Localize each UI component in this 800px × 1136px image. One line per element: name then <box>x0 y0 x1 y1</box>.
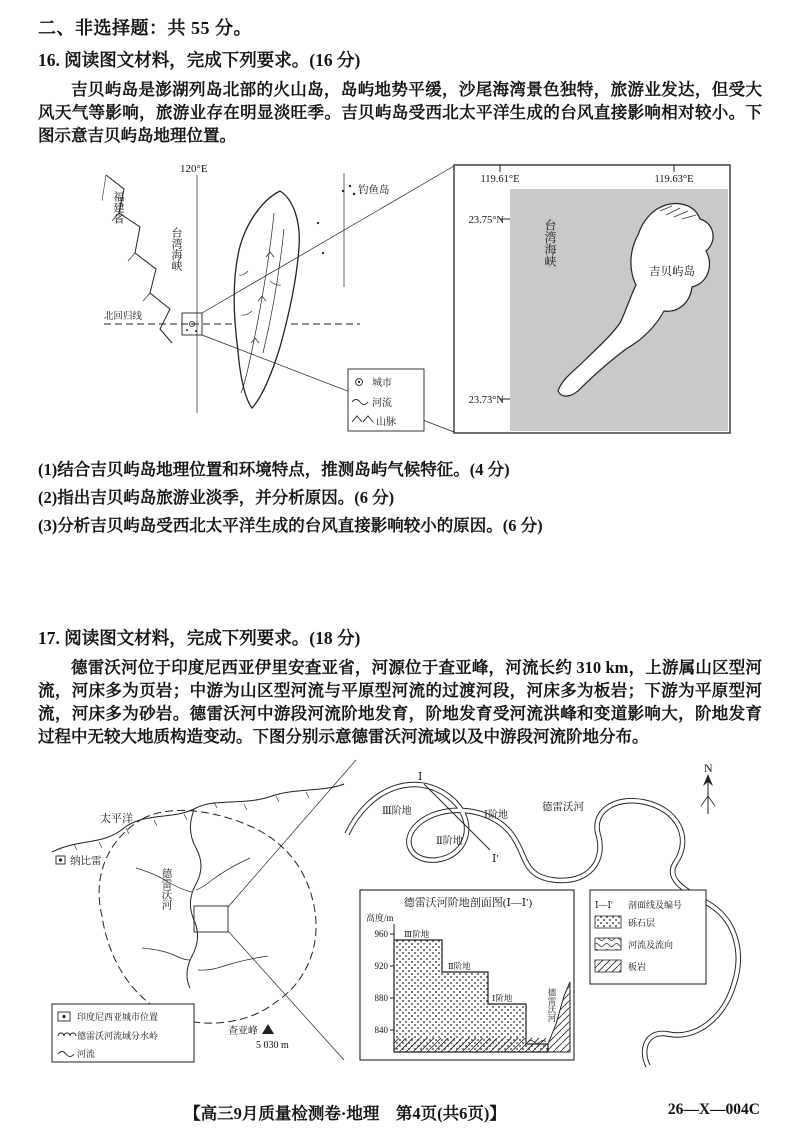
profile-terrace3-label: Ⅲ阶地 <box>404 929 430 939</box>
gravel-label: 砾石层 <box>628 918 656 928</box>
profile-terrace2-label: Ⅱ阶地 <box>448 961 471 971</box>
legend-mountain-label: 山脉 <box>376 417 396 428</box>
indonesia-city-label: 印度尼西亚城市位置 <box>77 1012 159 1022</box>
label-strait-right: 台湾海峡 <box>543 219 557 267</box>
river-label-basin: 德雷沃河 <box>160 868 172 910</box>
profile-y-label: 高度/m <box>366 913 394 923</box>
q16-subquestion-3: (3)分析吉贝屿岛受西北太平洋生成的台风直接影响较小的原因。(6 分) <box>38 516 543 535</box>
tick-880: 880 <box>374 993 388 1003</box>
section-header: 二、非选择题：共 55 分。 <box>38 18 252 38</box>
section-line-start: Ⅰ <box>418 771 423 783</box>
divide-label: 德雷沃河流域分水岭 <box>77 1031 159 1041</box>
peak-triangle-icon <box>262 1024 274 1034</box>
pacific-label: 太平洋 <box>100 813 133 825</box>
peak-label: 查亚峰 <box>228 1026 258 1037</box>
label-120e: 120°E <box>180 163 208 175</box>
section-line-end: Ⅰ′ <box>492 853 499 865</box>
footer-title: 【高三9月质量检测卷·地理 第4页(共6页)】 <box>184 1104 506 1123</box>
profile-title: 德雷沃河阶地剖面图(Ⅰ—Ⅰ′) <box>403 897 533 909</box>
q16-map-legend <box>348 369 424 431</box>
q16-figure <box>102 161 762 444</box>
terrace2-label-map: Ⅱ阶地 <box>436 836 463 847</box>
label-jibei-island: 吉贝屿岛 <box>649 266 695 278</box>
q16-intro-paragraph: 吉贝屿岛是澎湖列岛北部的火山岛，岛屿地势平缓，沙尾海湾景色独特，旅游业发达，但受大风天气等影响，旅游业存在明显淡旺季。吉贝屿岛受西北太平洋生成的台风直接影响相对较小。下图示意吉贝屿岛地理位置。 <box>38 80 762 145</box>
basin-river-label: 河流 <box>77 1049 96 1059</box>
question-17 <box>38 625 762 1073</box>
footer-code: 26—X—004C <box>667 1101 760 1118</box>
profile-line-symbol: Ⅰ—Ⅰ′ <box>595 900 614 910</box>
label-tropic: 北回归线 <box>104 312 143 322</box>
nabire-label: 纳比雷 <box>70 856 102 867</box>
tick-960: 960 <box>374 929 388 939</box>
label-strait-left: 台湾海峡 <box>170 227 182 271</box>
peak-elevation: 5 030 m <box>256 1040 289 1051</box>
q16-inset-map <box>454 165 730 433</box>
legend-river-label: 河流 <box>372 398 392 409</box>
question-16 <box>38 47 762 540</box>
legend-city-label: 城市 <box>372 378 392 389</box>
label-lat-bottom: 23.73°N <box>468 395 504 406</box>
page-footer <box>0 1100 800 1124</box>
terrace-profile-inset <box>360 890 574 1060</box>
label-lon-left: 119.61°E <box>480 174 520 185</box>
peak-marker <box>228 1024 289 1051</box>
q16-subquestion-1: (1)结合吉贝屿岛地理位置和环境特点，推测岛屿气候特征。(4 分) <box>38 460 510 479</box>
q16-subquestion-2: (2)指出吉贝屿岛旅游业淡季，并分析原因。(6 分) <box>38 488 395 507</box>
q16-title: 16. 阅读图文材料，完成下列要求。(16 分) <box>38 50 361 70</box>
q16-map-svg <box>102 161 762 439</box>
profile-line-label: 剖面线及编号 <box>628 900 683 910</box>
river-flow-symbol-icon <box>595 938 621 950</box>
basin-legend <box>52 1004 194 1062</box>
tick-840: 840 <box>374 1025 388 1035</box>
profile-river-label: 德雷沃河 <box>547 988 557 1022</box>
label-diaoyu: 钓鱼岛 <box>358 185 390 196</box>
q16-subquestions <box>38 456 762 540</box>
slate-label: 板岩 <box>628 962 647 972</box>
tick-920: 920 <box>374 961 388 971</box>
q17-figure <box>44 756 762 1073</box>
label-lon-right: 119.63°E <box>654 174 694 185</box>
q17-title: 17. 阅读图文材料，完成下列要求。(18 分) <box>38 628 361 648</box>
slate-symbol-icon <box>595 960 621 972</box>
terrace3-label-map: Ⅲ阶地 <box>382 806 412 817</box>
svg-text:N: N <box>704 761 713 775</box>
river-label-detail: 德雷沃河 <box>542 802 584 813</box>
gravel-symbol-icon <box>595 916 621 928</box>
river-flow-label: 河流及流向 <box>628 940 674 950</box>
profile-legend <box>590 890 706 984</box>
north-arrow-icon <box>701 761 715 814</box>
blank-gap <box>38 540 762 618</box>
terrace1-label-map: Ⅰ阶地 <box>484 810 508 821</box>
q17-map-svg <box>44 756 750 1068</box>
q17-intro-paragraph: 德雷沃河位于印度尼西亚伊里安查亚省，河源位于查亚峰，河流长约 310 km，上游属山区型河流，河床多为页岩；中游为山区型河流与平原型河流的过渡河段，河床多为板岩；下游为平原型河流，河床多为砂岩。德雷沃河中游段河流阶地发育，阶地发育受河流洪峰和变道影响大，阶地发育过程中无较大地质构造变动。下图分别示意德雷沃河流域以及中游段河流阶地分布。 <box>38 658 762 746</box>
label-lat-top: 23.75°N <box>468 215 504 226</box>
profile-terrace1-label: Ⅰ阶地 <box>492 993 513 1003</box>
label-fujian: 福建省 <box>112 191 124 224</box>
